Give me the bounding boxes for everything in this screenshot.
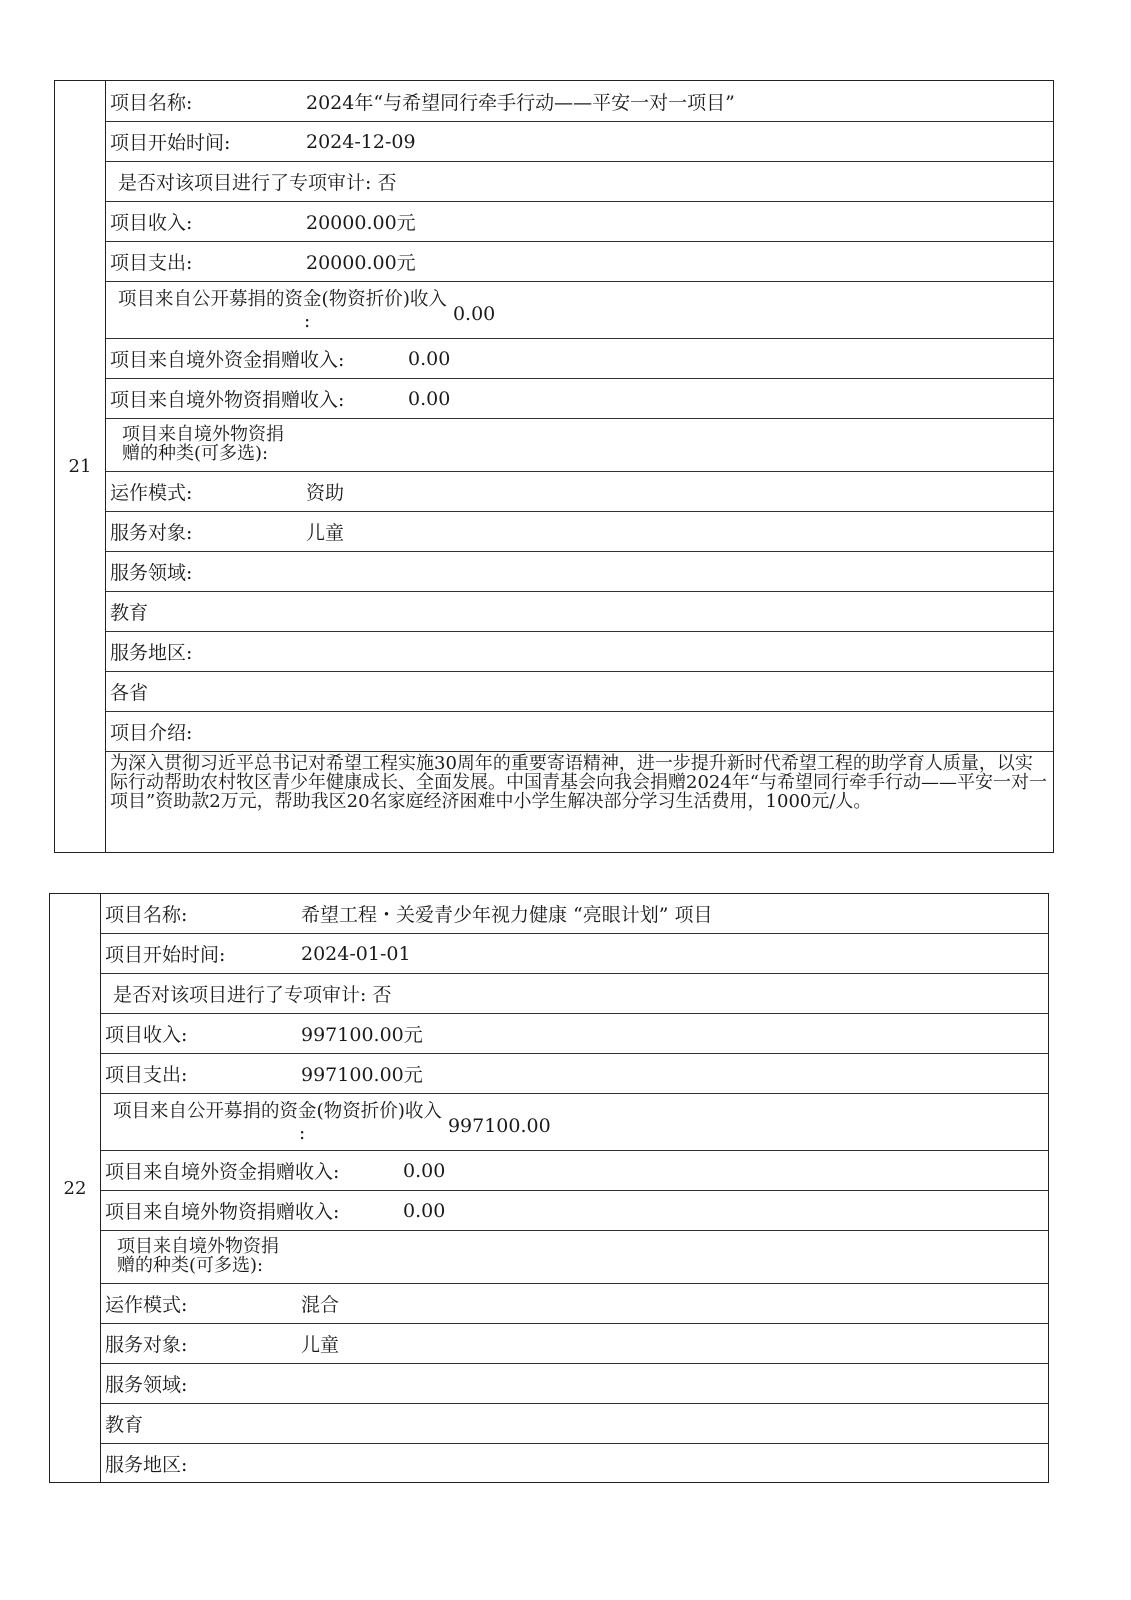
- expense-row: [101, 1054, 1048, 1094]
- expense-label: 项目支出:: [110, 252, 193, 274]
- foreign-fund-value: 0.00: [408, 347, 451, 370]
- region-label-row: [106, 632, 1053, 672]
- mode-value: 资助: [306, 482, 345, 504]
- public-fund-label-line1: 项目来自公开募捐的资金(物资折价)收入: [113, 1101, 442, 1122]
- foreign-fund-row: [101, 1151, 1048, 1191]
- intro-text: 为深入贯彻习近平总书记对希望工程实施30周年的重要寄语精神，进一步提升新时代希望工程的助学育人质量，以实际行动帮助农村牧区青少年健康成长、全面发展。中国青基会向我会捐赠2024年“与希望同行牵手行动——平安一对一项目”资助款2万元，帮助我区20名家庭经济困难中小学生解决部分学习生活费用，1000元/人。: [110, 753, 1048, 812]
- project-name-value: 2024年“与希望同行牵手行动——平安一对一项目”: [306, 91, 735, 114]
- foreign-goods-label: 项目来自境外物资捐赠收入:: [110, 389, 345, 411]
- goods-type-label: [105, 1237, 279, 1275]
- foreign-goods-row: [101, 1191, 1048, 1231]
- field-label-row: [106, 552, 1053, 592]
- foreign-goods-row: [106, 379, 1053, 419]
- public-fund-row: [101, 1094, 1048, 1151]
- start-time-value: 2024-12-09: [306, 130, 416, 153]
- project-name-value: 希望工程・关爱青少年视力健康 “亮眼计划” 项目: [301, 904, 713, 926]
- public-fund-label: [113, 1101, 442, 1145]
- project-block-22: [49, 893, 1049, 1483]
- audit-text: 是否对该项目进行了专项审计: 否: [118, 172, 397, 194]
- project-name-row: [101, 894, 1048, 934]
- income-label: 项目收入:: [105, 1024, 188, 1046]
- public-fund-label-line1: 项目来自公开募捐的资金(物资折价)收入: [118, 289, 447, 310]
- target-value: 儿童: [306, 522, 345, 544]
- audit-text: 是否对该项目进行了专项审计: 否: [113, 984, 392, 1006]
- public-fund-label: [118, 289, 447, 333]
- project-name-label: 项目名称:: [110, 91, 193, 114]
- goods-type-label-line2: 赠的种类(可多选):: [117, 1255, 264, 1276]
- foreign-fund-value: 0.00: [403, 1159, 446, 1182]
- field-label: 服务领域:: [110, 562, 193, 584]
- mode-label: 运作模式:: [105, 1294, 188, 1316]
- goods-type-label-line1: 项目来自境外物资捐: [122, 424, 284, 445]
- start-time-row: [106, 122, 1053, 162]
- foreign-goods-value: 0.00: [408, 387, 451, 410]
- income-value: 997100.00元: [301, 1024, 423, 1046]
- target-row: [106, 512, 1053, 552]
- field-value-row: [106, 592, 1053, 632]
- field-value-row: [101, 1404, 1048, 1444]
- goods-type-row: [101, 1231, 1048, 1284]
- row-number: 21: [55, 81, 106, 852]
- expense-row: [106, 242, 1053, 282]
- foreign-fund-label: 项目来自境外资金捐赠收入:: [110, 349, 345, 371]
- field-value: 教育: [105, 1414, 144, 1436]
- public-fund-label-line2: :: [304, 311, 311, 332]
- region-value: 各省: [110, 682, 149, 704]
- mode-value: 混合: [301, 1294, 340, 1316]
- field-value: 教育: [110, 602, 149, 624]
- intro-label: 项目介绍:: [110, 722, 193, 744]
- target-row: [101, 1324, 1048, 1364]
- foreign-fund-label: 项目来自境外资金捐赠收入:: [105, 1161, 340, 1183]
- project-rows: [106, 81, 1053, 852]
- target-label: 服务对象:: [110, 522, 193, 544]
- public-fund-value: 0.00: [452, 303, 496, 325]
- field-label-row: [101, 1364, 1048, 1404]
- start-time-value: 2024-01-01: [301, 942, 411, 965]
- intro-text-row: [106, 752, 1053, 852]
- project-name-row: [106, 81, 1053, 122]
- foreign-goods-label: 项目来自境外物资捐赠收入:: [105, 1201, 340, 1223]
- intro-label-row: [106, 712, 1053, 752]
- income-row: [106, 202, 1053, 242]
- mode-row: [101, 1284, 1048, 1324]
- public-fund-value: 997100.00: [447, 1115, 551, 1137]
- public-fund-label-line2: :: [299, 1123, 306, 1144]
- start-time-label: 项目开始时间:: [110, 132, 231, 154]
- region-label: 服务地区:: [105, 1453, 188, 1476]
- public-fund-row: [106, 282, 1053, 339]
- goods-type-label-line2: 赠的种类(可多选):: [122, 443, 269, 464]
- start-time-row: [101, 934, 1048, 974]
- audit-row: [101, 974, 1048, 1014]
- mode-label: 运作模式:: [110, 482, 193, 504]
- foreign-fund-row: [106, 339, 1053, 379]
- expense-label: 项目支出:: [105, 1064, 188, 1086]
- project-name-label: 项目名称:: [105, 904, 188, 926]
- region-value-row: [106, 672, 1053, 712]
- expense-value: 20000.00元: [306, 252, 416, 274]
- goods-type-label-line1: 项目来自境外物资捐: [117, 1236, 279, 1257]
- project-block-21: [54, 80, 1054, 853]
- income-row: [101, 1014, 1048, 1054]
- project-rows: [101, 894, 1048, 1482]
- goods-type-label: [110, 425, 284, 463]
- mode-row: [106, 472, 1053, 512]
- goods-type-row: [106, 419, 1053, 472]
- target-label: 服务对象:: [105, 1334, 188, 1356]
- foreign-goods-value: 0.00: [403, 1199, 446, 1222]
- region-label-row: [101, 1444, 1048, 1482]
- income-label: 项目收入:: [110, 212, 193, 234]
- income-value: 20000.00元: [306, 212, 416, 234]
- audit-row: [106, 162, 1053, 202]
- region-label: 服务地区:: [110, 642, 193, 664]
- field-label: 服务领域:: [105, 1374, 188, 1396]
- row-number: 22: [50, 894, 101, 1482]
- target-value: 儿童: [301, 1334, 340, 1356]
- start-time-label: 项目开始时间:: [105, 944, 226, 966]
- expense-value: 997100.00元: [301, 1064, 423, 1086]
